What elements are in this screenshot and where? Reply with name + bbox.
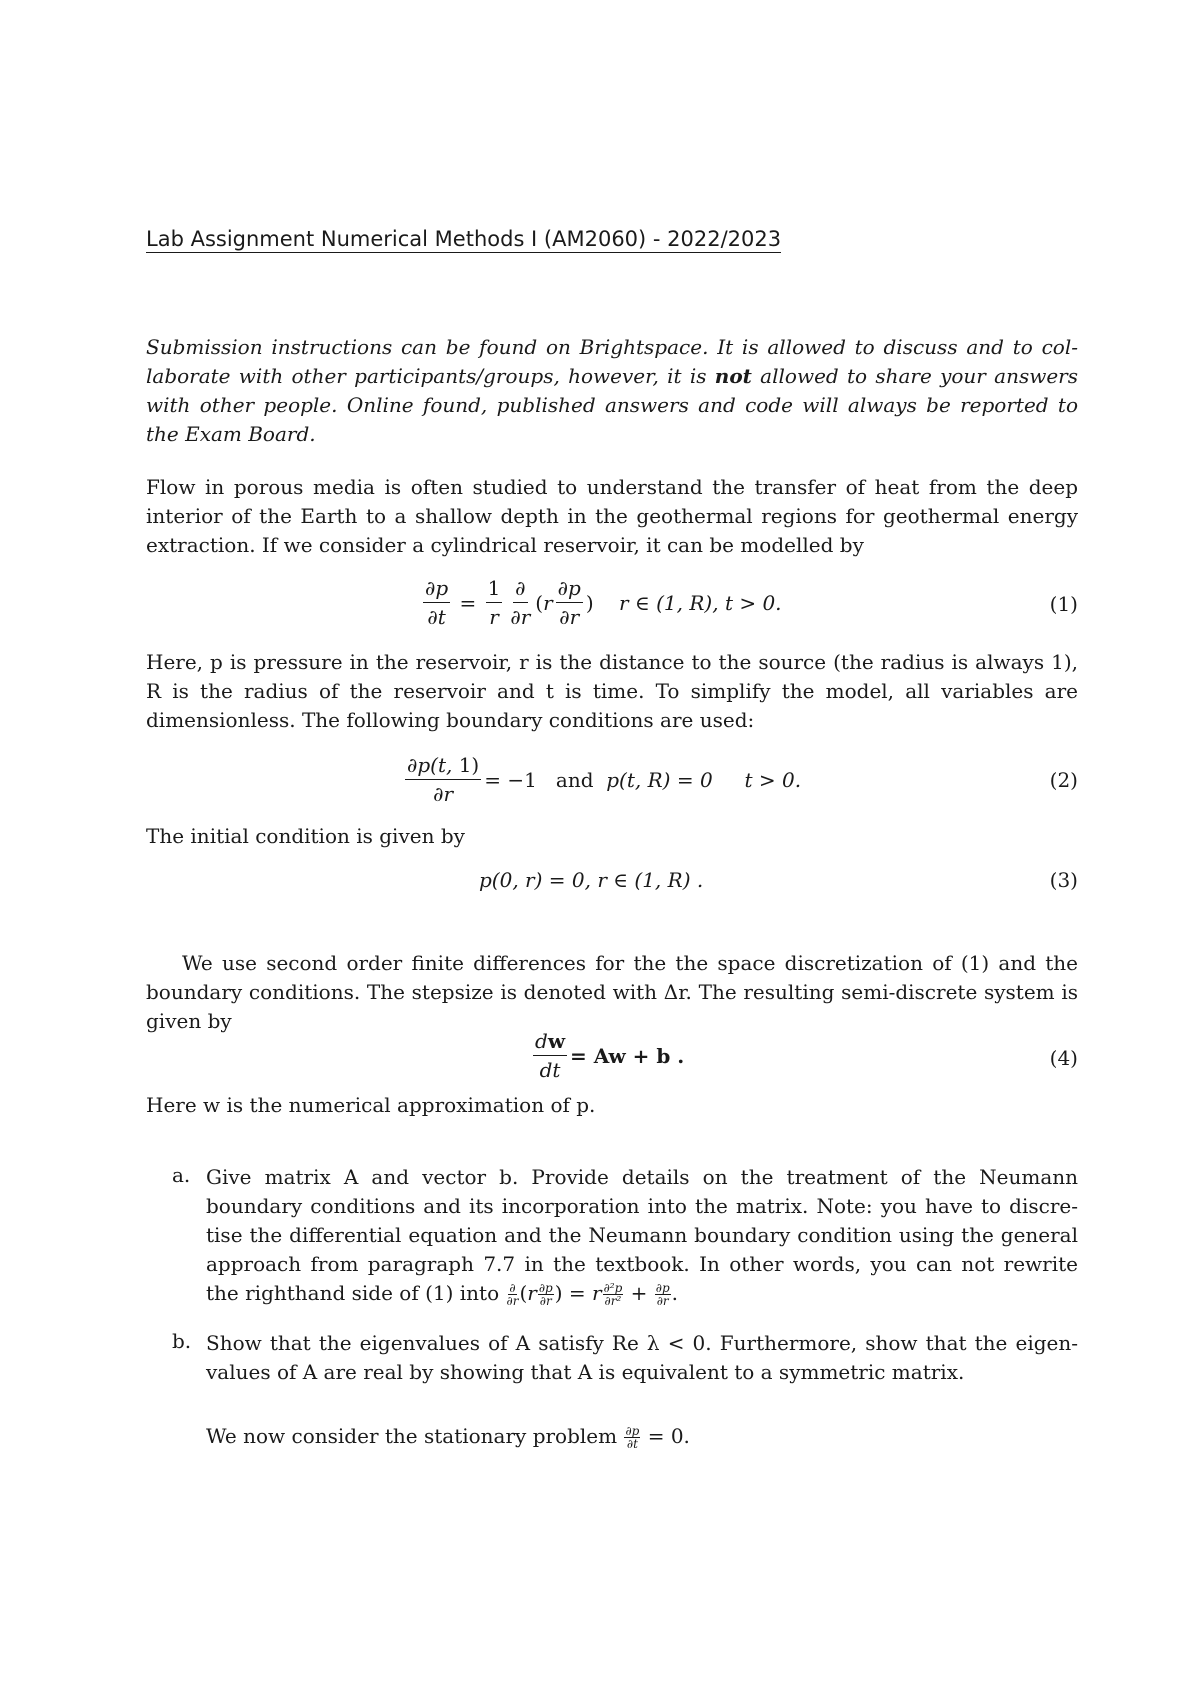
equation-1: $\frac{\partial p}{\partial t}$ = $\frac{1}{r}$ $\frac{\partial}{\partial r}$ (r $\frac{\partial p}{\partial r}$ ) r ∈ (1, R), t > 0. [425, 576, 782, 629]
intro-paragraph: Flow in porous media is often studied to understand the transfer of heat from the deep interior of the Earth to a shallow depth in the geothermal regions for geothermal energy extraction. If we consider a cylindrical reservoir, it can be modelled by [146, 475, 1078, 557]
equation-1-domain: r ∈ (1, R), t > 0. [619, 590, 782, 615]
equation-4-number: (4) [1049, 1046, 1078, 1070]
equation-2-bc: p(t, R) = 0 [606, 767, 713, 792]
equation-2-rhs: = −1 [484, 767, 537, 792]
item-a-text: Give matrix A and vector b. Provide details on the treatment of the Neumann boundary conditions and its incorporation into the matrix. Note: you have to discre-tise the differential equation and the Neumann boundary condition using the general approach from paragraph 7.7 in the textbook. In other words, you can not rewrite the righthand side of (1) into [206, 1165, 1078, 1305]
equation-3-number: (3) [1049, 868, 1078, 892]
item-b-text: Show that the eigenvalues of A satisfy Re λ < 0. Furthermore, show that the eigen-values of A are real by showing that A is equivalent to a symmetric matrix. [206, 1331, 1078, 1384]
variables-paragraph: Here, p is pressure in the reservoir, r is the distance to the source (the radius is always 1), R is the radius of the reservoir and t is time. To simplify the model, all variables are dimensionless. The following boundary conditions are used: [146, 650, 1078, 732]
equation-2-condition: t > 0. [744, 767, 802, 792]
item-b-label: b. [172, 1329, 192, 1353]
instructions-text-1: Submission instructions can be found on Brightspace. It is allowed to discuss and to col-laborate with other participants/groups, however, it is [146, 335, 1078, 388]
stationary-problem: We now consider the stationary problem $\frac{\partial p}{\partial t}$ = 0. [206, 1424, 690, 1451]
page-title: Lab Assignment Numerical Methods I (AM2060) - 2022/2023 [146, 227, 782, 251]
equation-2-number: (2) [1049, 768, 1078, 792]
equation-4: $\frac{dw}{dt}$ = Aw + b . [535, 1029, 685, 1082]
instructions-text-2: allowed to share your answers with other people. Online found, published answers and code will always be reported to the Exam Board. [146, 364, 1078, 446]
instructions-emphasis: not [714, 364, 752, 388]
submission-instructions [146, 333, 1078, 449]
equation-4-rhs: = Aw + b . [570, 1043, 685, 1068]
stationary-text: We now consider the stationary problem [206, 1424, 618, 1448]
initial-condition-text: The initial condition is given by [146, 824, 465, 848]
equation-2: $\frac{\partial p(t, 1)}{\partial r}$ = −1 and p(t, R) = 0 t > 0. [407, 753, 802, 806]
approximation-text: Here w is the numerical approximation of p. [146, 1093, 596, 1117]
equation-1-number: (1) [1049, 592, 1078, 616]
equation-3: p(0, r) = 0, r ∈ (1, R) . [479, 868, 704, 892]
discretization-paragraph: We use second order finite differences for the the space discretization of (1) and the boundary conditions. The stepsize is denoted with Δr. The resulting semi-discrete system is given by [146, 951, 1078, 1033]
item-a-label: a. [172, 1163, 191, 1187]
item-a: Give matrix A and vector b. Provide details on the treatment of the Neumann boundary conditions and its incorporation into the matrix. Note: you have to discre-tise the differential equation and the Neumann boundary condition using the general approach from paragraph 7.7 in the textbook. In other words, you can not rewrite the righthand side of (1) into ∂ ∂r (r $\frac{\partial p}{\partial r}$ ) = r $\frac{\text{∂²p}}{\text{∂r²}}$ + $\frac{\partial p}{\partial r}$ . [206, 1165, 1078, 1308]
equation-2-and: and [555, 767, 594, 792]
